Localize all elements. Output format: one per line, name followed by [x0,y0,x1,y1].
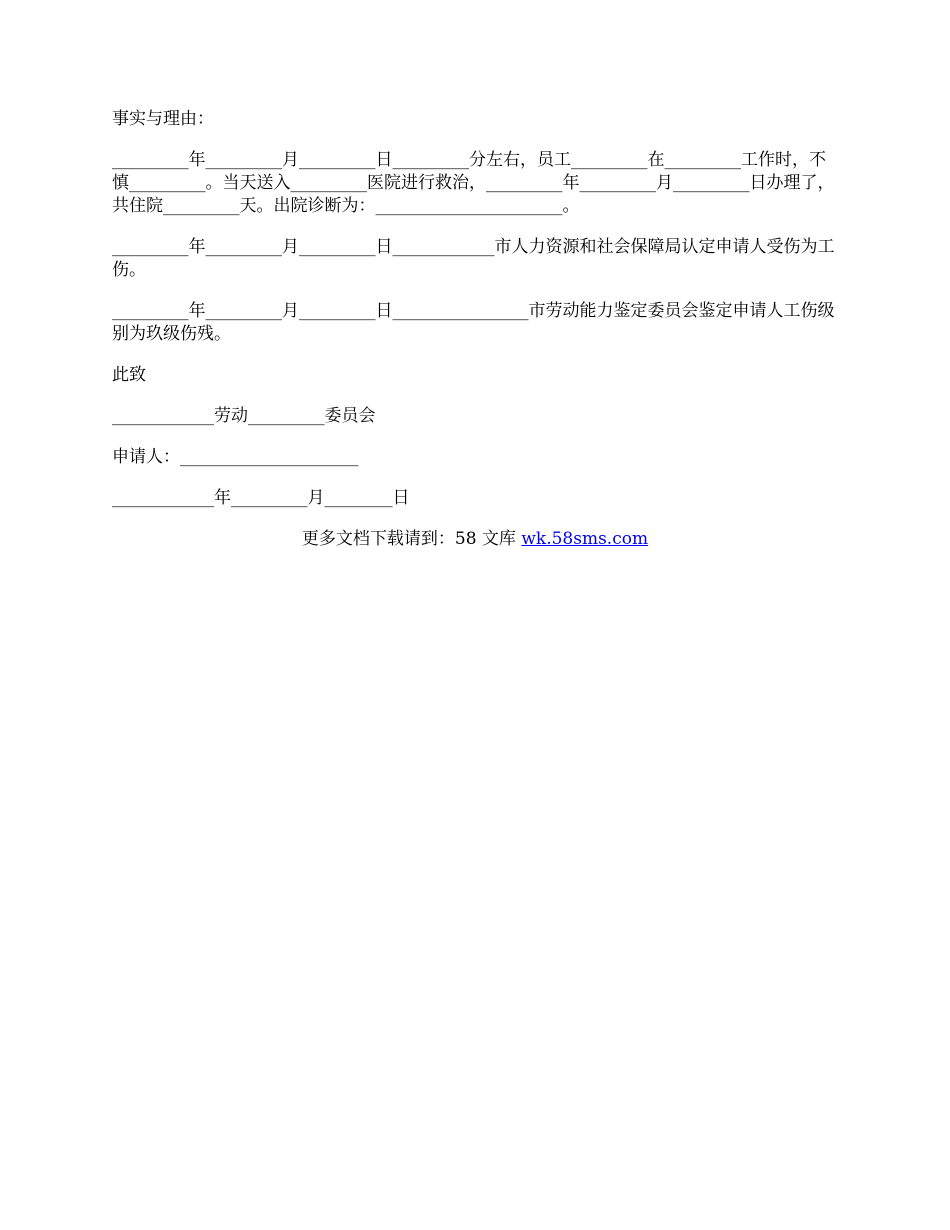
date-line: ____________年_________月________日 [112,488,410,508]
footer-link[interactable]: wk.58sms.com [521,529,649,549]
document-body [112,108,838,528]
footer-text: 更多文档下载请到：58 文库 [301,529,522,549]
applicant-line: 申请人：_____________________ [112,447,359,467]
salutation: 此致 [112,365,146,385]
paragraph-injury-recognition: _________年_________月_________日____________市人力资源和社会保障局认定申请人受伤为工伤。 [112,237,835,280]
recipient-line: ____________劳动_________委员会 [112,406,376,426]
section-heading: 事实与理由： [112,109,214,129]
paragraph-injury-facts: _________年_________月_________日_________分左右，员工_________在_________工作时，不慎_________。当天送入_________医院进行救治，_________年_________月_________日办理了，共住院_________天。出院诊断为：______________________。 [112,150,835,216]
paragraph-disability-appraisal: _________年_________月_________日________________市劳动能力鉴定委员会鉴定申请人工伤级别为玖级伤残。 [112,301,835,344]
footer [0,528,950,551]
